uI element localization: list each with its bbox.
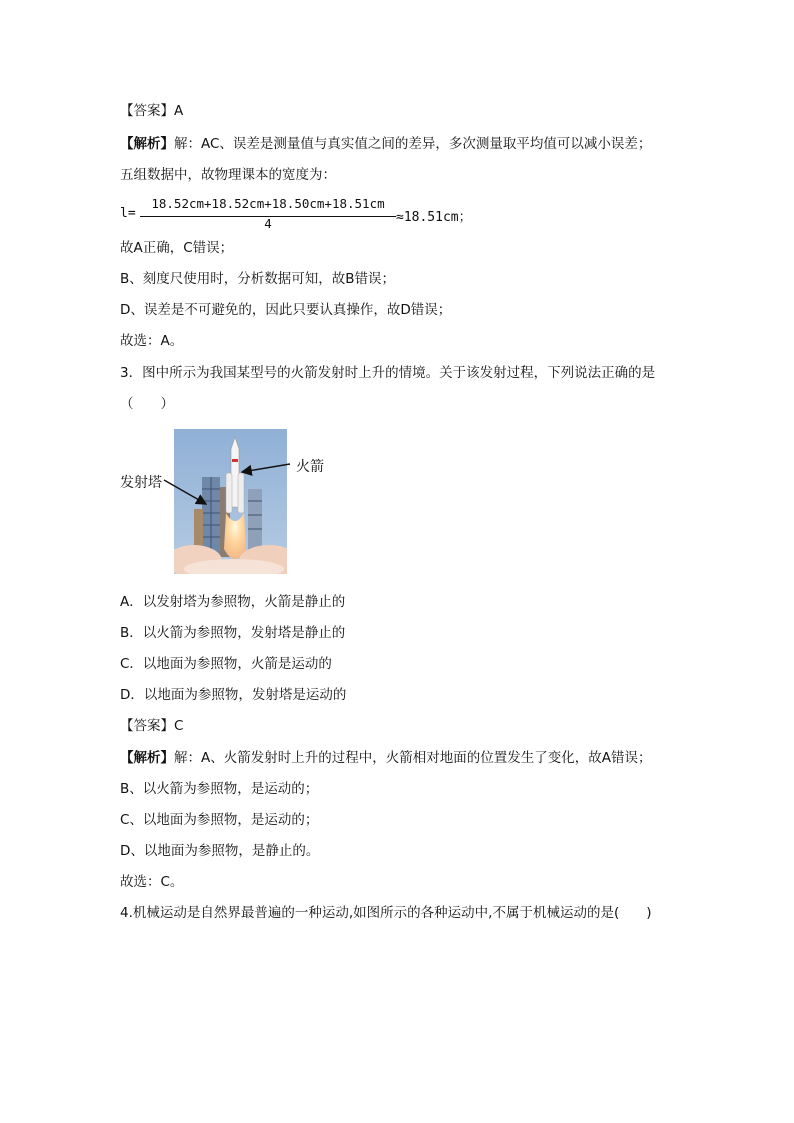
analysis-q3-line4: D、以地面为参照物，是静止的。 [120, 843, 320, 859]
pointer-arrows [120, 428, 330, 578]
option-c: C．以地面为参照物，火箭是运动的 [120, 656, 332, 672]
analysis-q2-line6: 故选：A。 [120, 333, 184, 349]
analysis-q2-line5: D、误差是不可避免的，因此只要认真操作，故D错误； [120, 302, 452, 318]
label-launch-tower: 发射塔 [120, 475, 162, 491]
question3-stem: 3．图中所示为我国某型号的火箭发射时上升的情境。关于该发射过程，下列说法正确的是 [120, 365, 656, 381]
analysis-q3-line3: C、以地面为参照物，是运动的； [120, 812, 319, 828]
analysis-text: 解：A、火箭发射时上升的过程中，火箭相对地面的位置发生了变化，故A错误； [174, 750, 652, 766]
analysis-q3-line1 [120, 748, 651, 768]
formula-suffix: ≈18.51cm； [396, 210, 472, 225]
analysis-tag: 【解析】 [120, 136, 174, 152]
analysis-tag: 【解析】 [120, 750, 174, 766]
formula-denominator: 4 [264, 216, 272, 231]
formula-numerator: 18.52cm+18.52cm+18.50cm+18.51cm [151, 196, 385, 211]
answer-q2: 【答案】A [120, 103, 184, 119]
question3-paren: （ ） [120, 396, 174, 412]
label-rocket: 火箭 [296, 459, 324, 475]
analysis-q3-line5: 故选：C。 [120, 874, 184, 890]
analysis-q2-line1 [120, 134, 651, 154]
answer-q3: 【答案】C [120, 718, 184, 734]
analysis-q2-line4: B、刻度尺使用时，分析数据可知，故B错误； [120, 271, 396, 287]
formula-prefix: l= [120, 206, 136, 221]
question4-stem: 4.机械运动是自然界最普遍的一种运动,如图所示的各种运动中,不属于机械运动的是( ) [120, 905, 652, 921]
option-d: D．以地面为参照物，发射塔是运动的 [120, 687, 347, 703]
analysis-q3-line2: B、以火箭为参照物，是运动的； [120, 781, 319, 797]
rocket-figure [120, 428, 330, 578]
average-formula [120, 196, 540, 236]
analysis-text: 解：AC、误差是测量值与真实值之间的差异，多次测量取平均值可以减小误差； [174, 136, 652, 152]
option-b: B．以火箭为参照物，发射塔是静止的 [120, 625, 346, 641]
analysis-q2-line3: 故A正确，C错误； [120, 240, 234, 256]
option-a: A．以发射塔为参照物，火箭是静止的 [120, 594, 346, 610]
analysis-q2-line2: 五组数据中，故物理课本的宽度为： [120, 167, 336, 183]
